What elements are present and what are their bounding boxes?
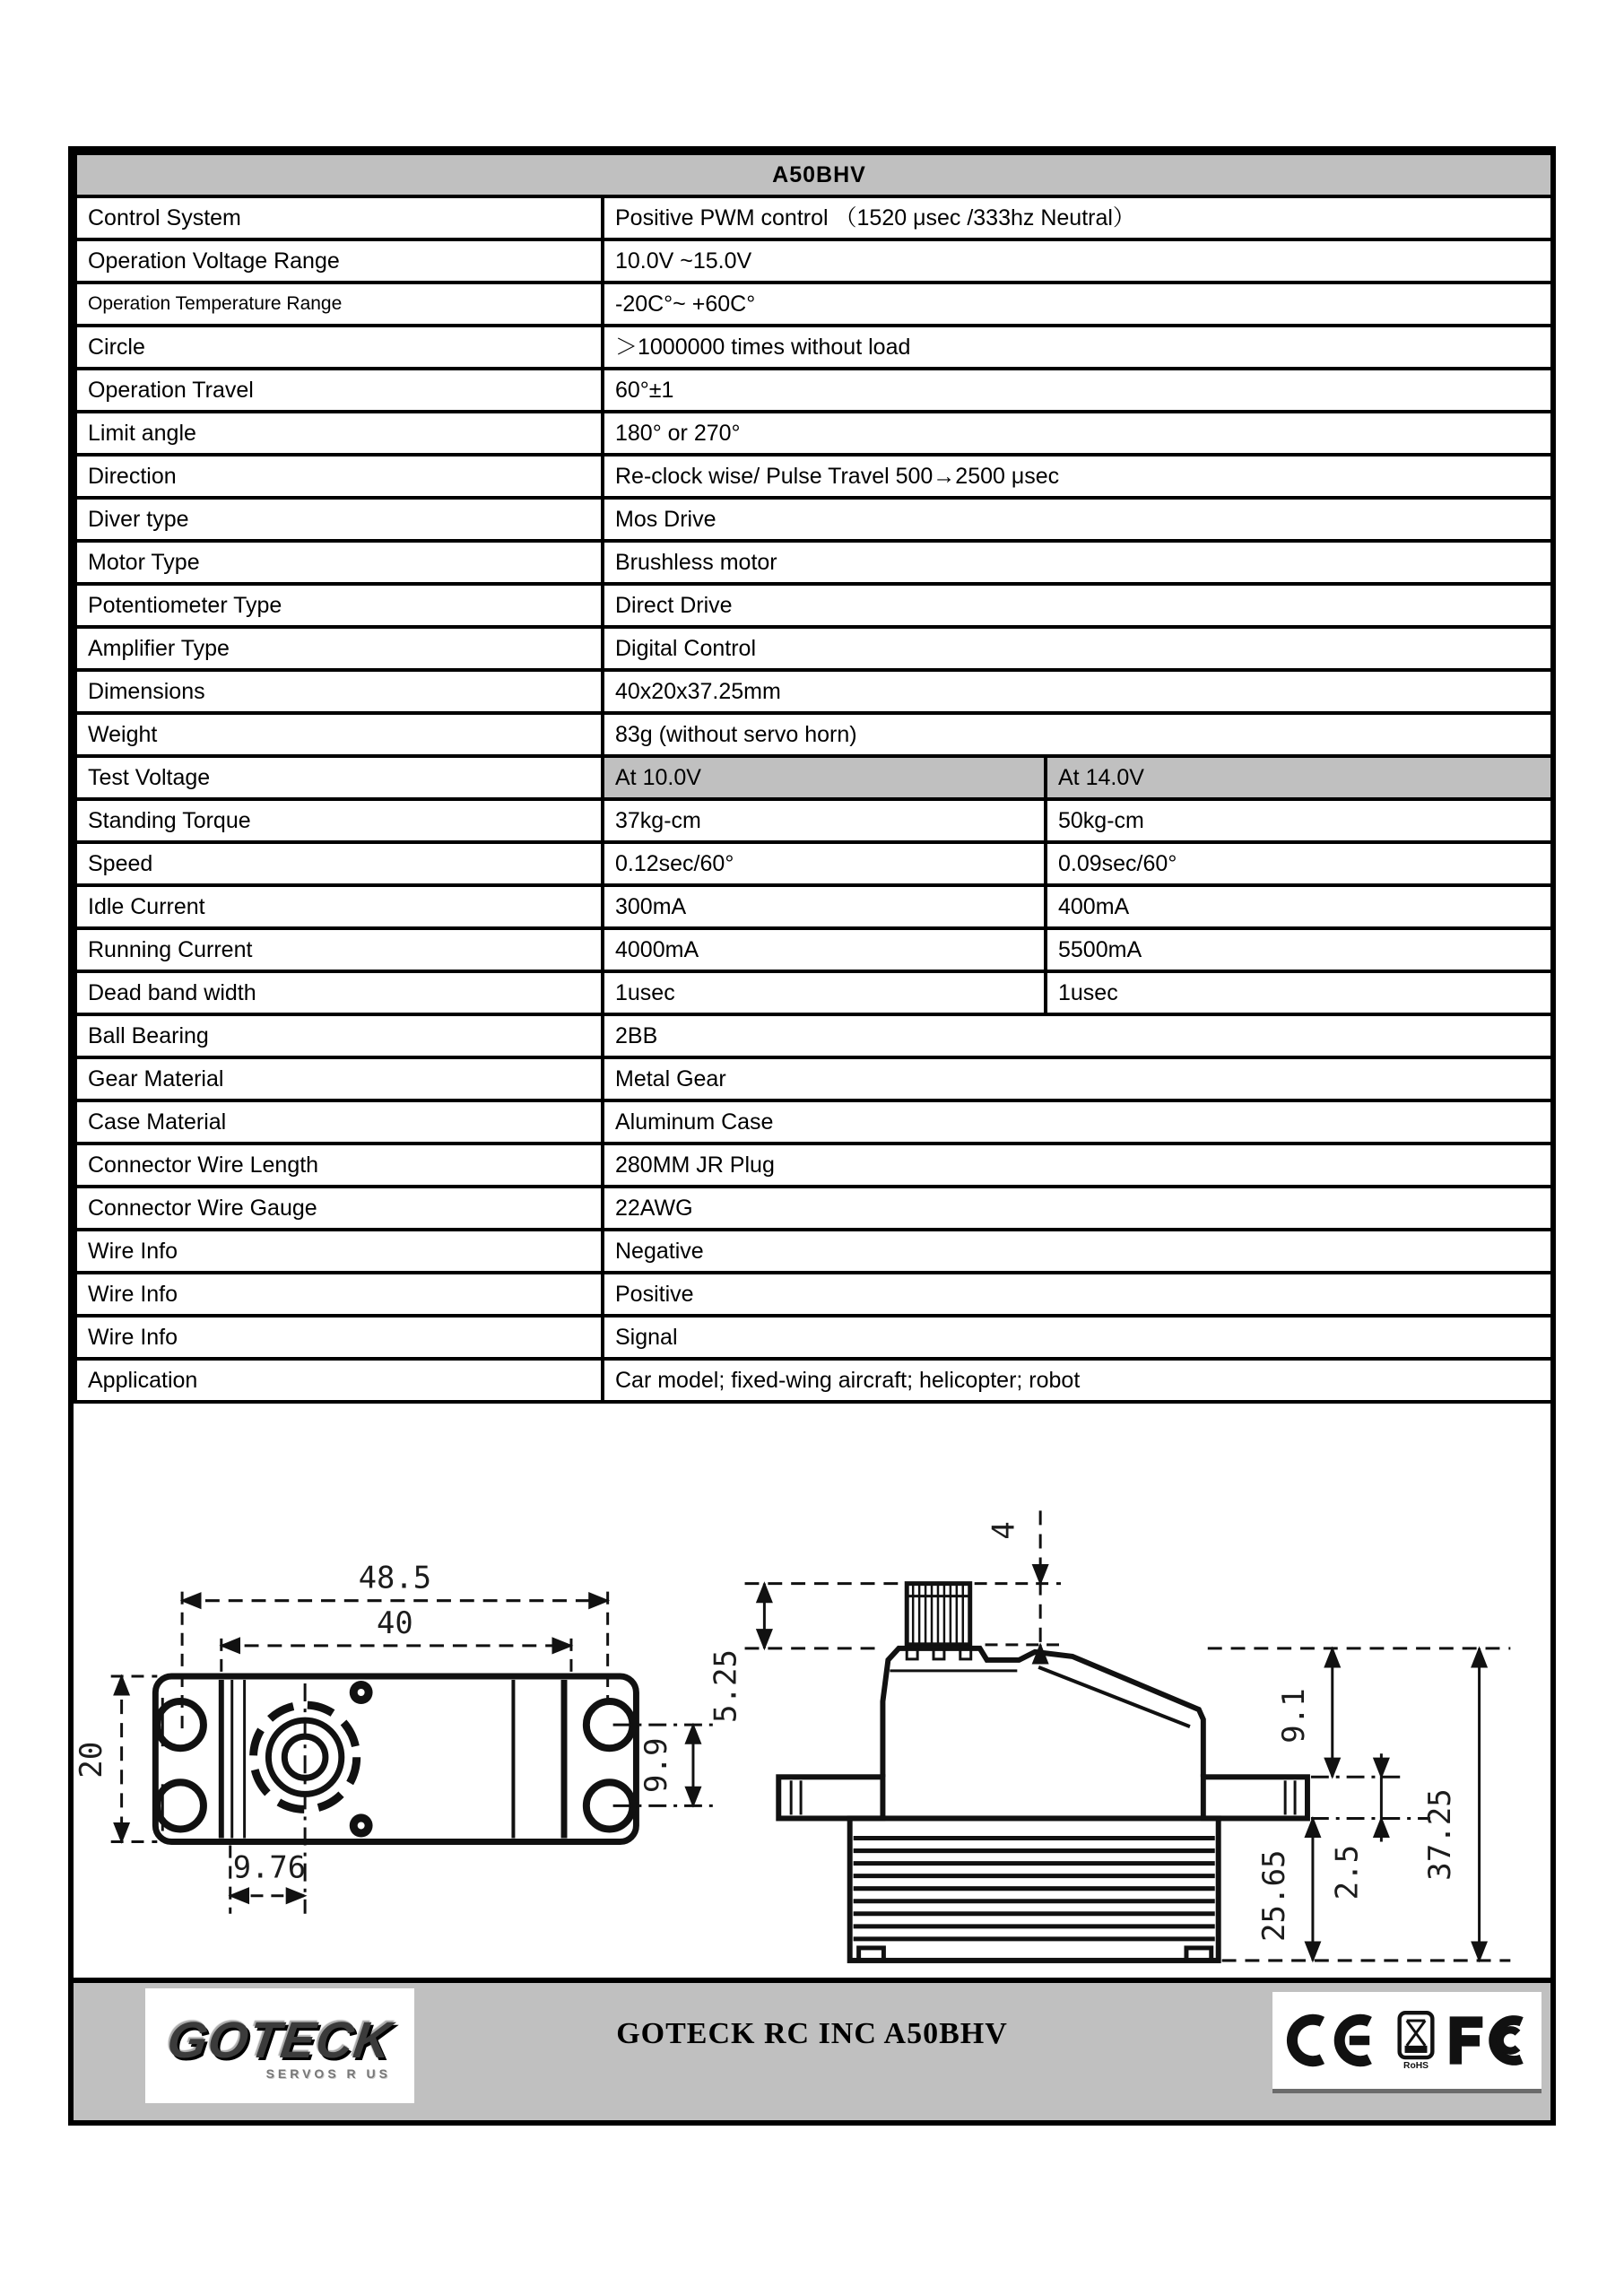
spec-label: Standing Torque [75,799,603,842]
dimension-drawing [74,1404,1550,1978]
spec-table [74,152,1554,1404]
servo-dimension-diagram [74,1404,1550,1978]
spec-label: Connector Wire Gauge [75,1187,603,1230]
dim-lower-height-label: 25.65 [1257,1849,1293,1943]
spec-label: Connector Wire Length [75,1144,603,1187]
spec-document [68,146,1556,2126]
spec-value: 4000mA [603,928,1046,971]
table-row [75,1014,1552,1057]
spec-value: -20C°~ +60C° [603,283,1552,326]
spec-value: Re-clock wise/ Pulse Travel 500→2500 μsec [603,455,1552,498]
spec-label: Gear Material [75,1057,603,1100]
dim-case-depth-label: 20 [74,1741,109,1779]
table-row [75,1316,1552,1359]
ce-mark-icon [1281,2006,1388,2074]
table-row [75,498,1552,541]
footer-bar [74,1978,1550,2120]
spec-label: Wire Info [75,1316,603,1359]
table-row [75,283,1552,326]
fcc-mark-icon [1444,2009,1533,2072]
spec-value: 300mA [603,885,1046,928]
spec-label: Operation Temperature Range [75,283,603,326]
table-row [75,153,1552,196]
spec-value: At 10.0V [603,756,1046,799]
table-row [75,928,1552,971]
table-row [75,369,1552,412]
table-row [75,1273,1552,1316]
top-view [74,1561,718,1913]
dim-total-height-label: 37.25 [1422,1788,1458,1881]
spec-value: 22AWG [603,1187,1552,1230]
table-row [75,670,1552,713]
spec-value: Aluminum Case [603,1100,1552,1144]
table-row [75,971,1552,1014]
spec-label: Wire Info [75,1230,603,1273]
dim-case-width-label: 40 [377,1605,413,1641]
spec-value: Positive [603,1273,1552,1316]
table-row [75,842,1552,885]
table-row [75,713,1552,756]
spec-label: Weight [75,713,603,756]
spec-label: Limit angle [75,412,603,455]
spec-value: Negative [603,1230,1552,1273]
dim-spline-height-label: 4 [986,1521,1022,1540]
spec-value: Brushless motor [603,541,1552,584]
spec-value: 83g (without servo horn) [603,713,1552,756]
spec-value: Digital Control [603,627,1552,670]
spec-label: Dead band width [75,971,603,1014]
dim-shaft-offset-label: 9.76 [232,1850,307,1886]
dim-overall-width-label: 48.5 [358,1561,432,1596]
table-row [75,326,1552,369]
table-row [75,756,1552,799]
spec-label: Wire Info [75,1273,603,1316]
spec-label: Application [75,1359,603,1402]
certification-marks [1272,1992,1541,2093]
spec-label: Dimensions [75,670,603,713]
spec-value: 1usec [1046,971,1552,1014]
table-row [75,541,1552,584]
spec-label: Diver type [75,498,603,541]
spec-label: Test Voltage [75,756,603,799]
spec-label: Case Material [75,1100,603,1144]
page-title: A50BHV [75,153,1552,196]
table-row [75,412,1552,455]
goteck-logo-text: GOTECK [163,2012,396,2069]
dim-flange-thickness-label: 2.5 [1330,1844,1366,1900]
table-row [75,885,1552,928]
spec-value: 2BB [603,1014,1552,1057]
table-row [75,627,1552,670]
table-row [75,196,1552,239]
rohs-label: RoHS [1403,2060,1429,2071]
table-row [75,1187,1552,1230]
spec-label: Control System [75,196,603,239]
spec-value: 280MM JR Plug [603,1144,1552,1187]
spec-label: Operation Voltage Range [75,239,603,283]
table-row [75,584,1552,627]
spec-value: Mos Drive [603,498,1552,541]
spec-label: Amplifier Type [75,627,603,670]
spec-value: 1usec [603,971,1046,1014]
dim-hole-span-label: 9.9 [639,1737,675,1794]
spec-value: Car model; fixed-wing aircraft; helicopter; robot [603,1359,1552,1402]
spec-label: Motor Type [75,541,603,584]
spec-value: At 14.0V [1046,756,1552,799]
spec-label: Potentiometer Type [75,584,603,627]
spec-value: Positive PWM control （1520 μsec /333hz Neutral） [603,196,1552,239]
table-row [75,1359,1552,1402]
spec-label: Circle [75,326,603,369]
spec-label: Speed [75,842,603,885]
table-row [75,1144,1552,1187]
spec-value: 60°±1 [603,369,1552,412]
side-view [709,1510,1511,1961]
spec-label: Running Current [75,928,603,971]
footer-title: GOTECK RC INC A50BHV [616,2017,1008,2050]
spec-label: Ball Bearing [75,1014,603,1057]
spec-label: Direction [75,455,603,498]
spec-value: 50kg-cm [1046,799,1552,842]
spec-label: Idle Current [75,885,603,928]
spec-label: Operation Travel [75,369,603,412]
spec-value: 400mA [1046,885,1552,928]
dim-top-step-label: 5.25 [708,1648,744,1724]
spec-value: 10.0V ~15.0V [603,239,1552,283]
spec-value: 37kg-cm [603,799,1046,842]
table-row [75,1100,1552,1144]
spec-value: 180° or 270° [603,412,1552,455]
dim-upper-height-label: 9.1 [1277,1688,1312,1744]
table-row [75,799,1552,842]
table-row [75,1230,1552,1273]
spec-value: 40x20x37.25mm [603,670,1552,713]
spec-value: 0.09sec/60° [1046,842,1552,885]
table-row [75,1057,1552,1100]
table-row [75,455,1552,498]
spec-value: 0.12sec/60° [603,842,1046,885]
goteck-logo [145,1988,414,2103]
rohs-icon [1396,2002,1436,2079]
spec-value: ＞1000000 times without load [603,326,1552,369]
table-row [75,239,1552,283]
spec-value: Signal [603,1316,1552,1359]
spec-value: Direct Drive [603,584,1552,627]
goteck-logo-subtitle: SERVOS R US [265,2066,391,2081]
spec-value: Metal Gear [603,1057,1552,1100]
spec-value: 5500mA [1046,928,1552,971]
